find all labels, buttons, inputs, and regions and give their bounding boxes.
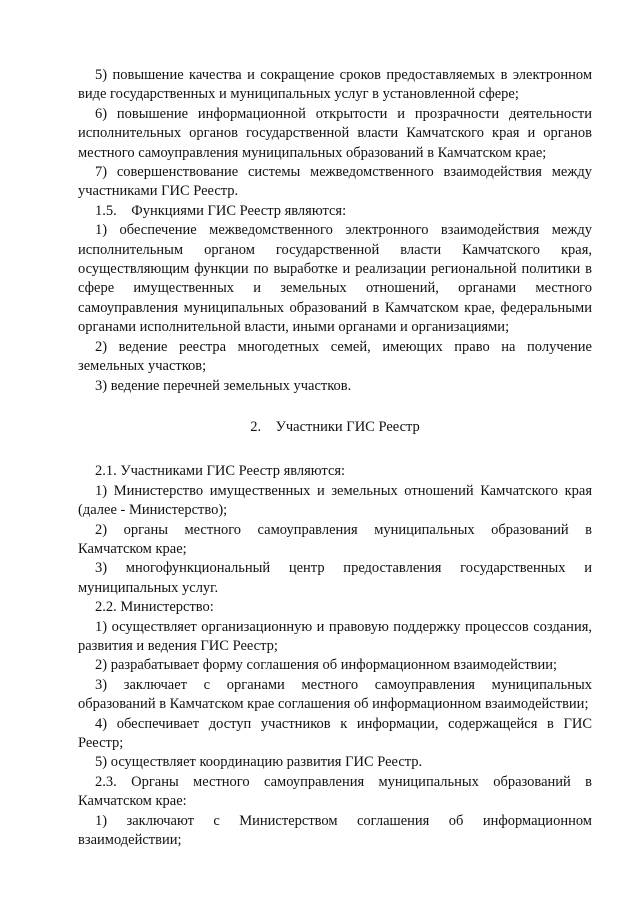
clause-heading: 2.2. Министерство: <box>95 599 214 616</box>
list-item: 3) ведение перечней земельных участков. <box>95 377 352 394</box>
list-item: 1) обеспечение межведомственного электронного взаимодействия между исполнительным органом государственной власти Камчатского края, осуществляющим функции по выработке и реализации региональной политики в сфере имущественных и земельных отношений, органами местного самоуправления муниципальных образований в Камчатском крае, федеральными органами исполнительной власти, иными органами и организациями; <box>78 222 592 336</box>
list-item: 7) совершенствование системы межведомственного взаимодействия между участниками ГИС Реестр. <box>78 164 592 200</box>
list-item: 1) Министерство имущественных и земельных отношений Камчатского края (далее - Министерство); <box>78 482 592 519</box>
list-item: 2) разрабатывает форму соглашения об информационном взаимодействии; <box>95 657 558 674</box>
document-body <box>78 66 592 850</box>
list-item: 1) заключают с Министерством соглашения об информационном взаимодействии; <box>78 812 592 849</box>
list-item: 5) повышение качества и сокращение сроков предоставляемых в электронном виде государственных и муниципальных услуг в установленной сфере; <box>78 67 592 103</box>
list-item: 3) заключает с органами местного самоуправления муниципальных образований в Камчатском крае соглашения об информационном взаимодействии; <box>78 676 592 713</box>
list-item: 6) повышение информационной открытости и прозрачности деятельности исполнительных органов государственной власти Камчатского края и органов местного самоуправления муниципальных образований в Камчатском крае; <box>78 105 592 161</box>
section-heading: 2. Участники ГИС Реестр <box>250 418 420 435</box>
list-item: 2) органы местного самоуправления муниципальных образований в Камчатском крае; <box>78 521 592 557</box>
list-item: 1) осуществляет организационную и правовую поддержку процессов создания, развития и ведения ГИС Реестр; <box>78 618 592 654</box>
clause-heading: 2.3. Органы местного самоуправления муниципальных образований в Камчатском крае: <box>78 773 592 810</box>
clause-heading: 1.5. Функциями ГИС Реестр являются: <box>95 202 347 219</box>
list-item: 3) многофункциональный центр предоставления государственных и муниципальных услуг. <box>78 560 592 596</box>
list-item: 2) ведение реестра многодетных семей, имеющих право на получение земельных участков; <box>78 338 592 375</box>
list-item: 4) обеспечивает доступ участников к информации, содержащейся в ГИС Реестр; <box>78 715 592 751</box>
list-item: 5) осуществляет координацию развития ГИС Реестр. <box>95 754 423 771</box>
clause-heading: 2.1. Участниками ГИС Реестр являются: <box>95 463 346 480</box>
